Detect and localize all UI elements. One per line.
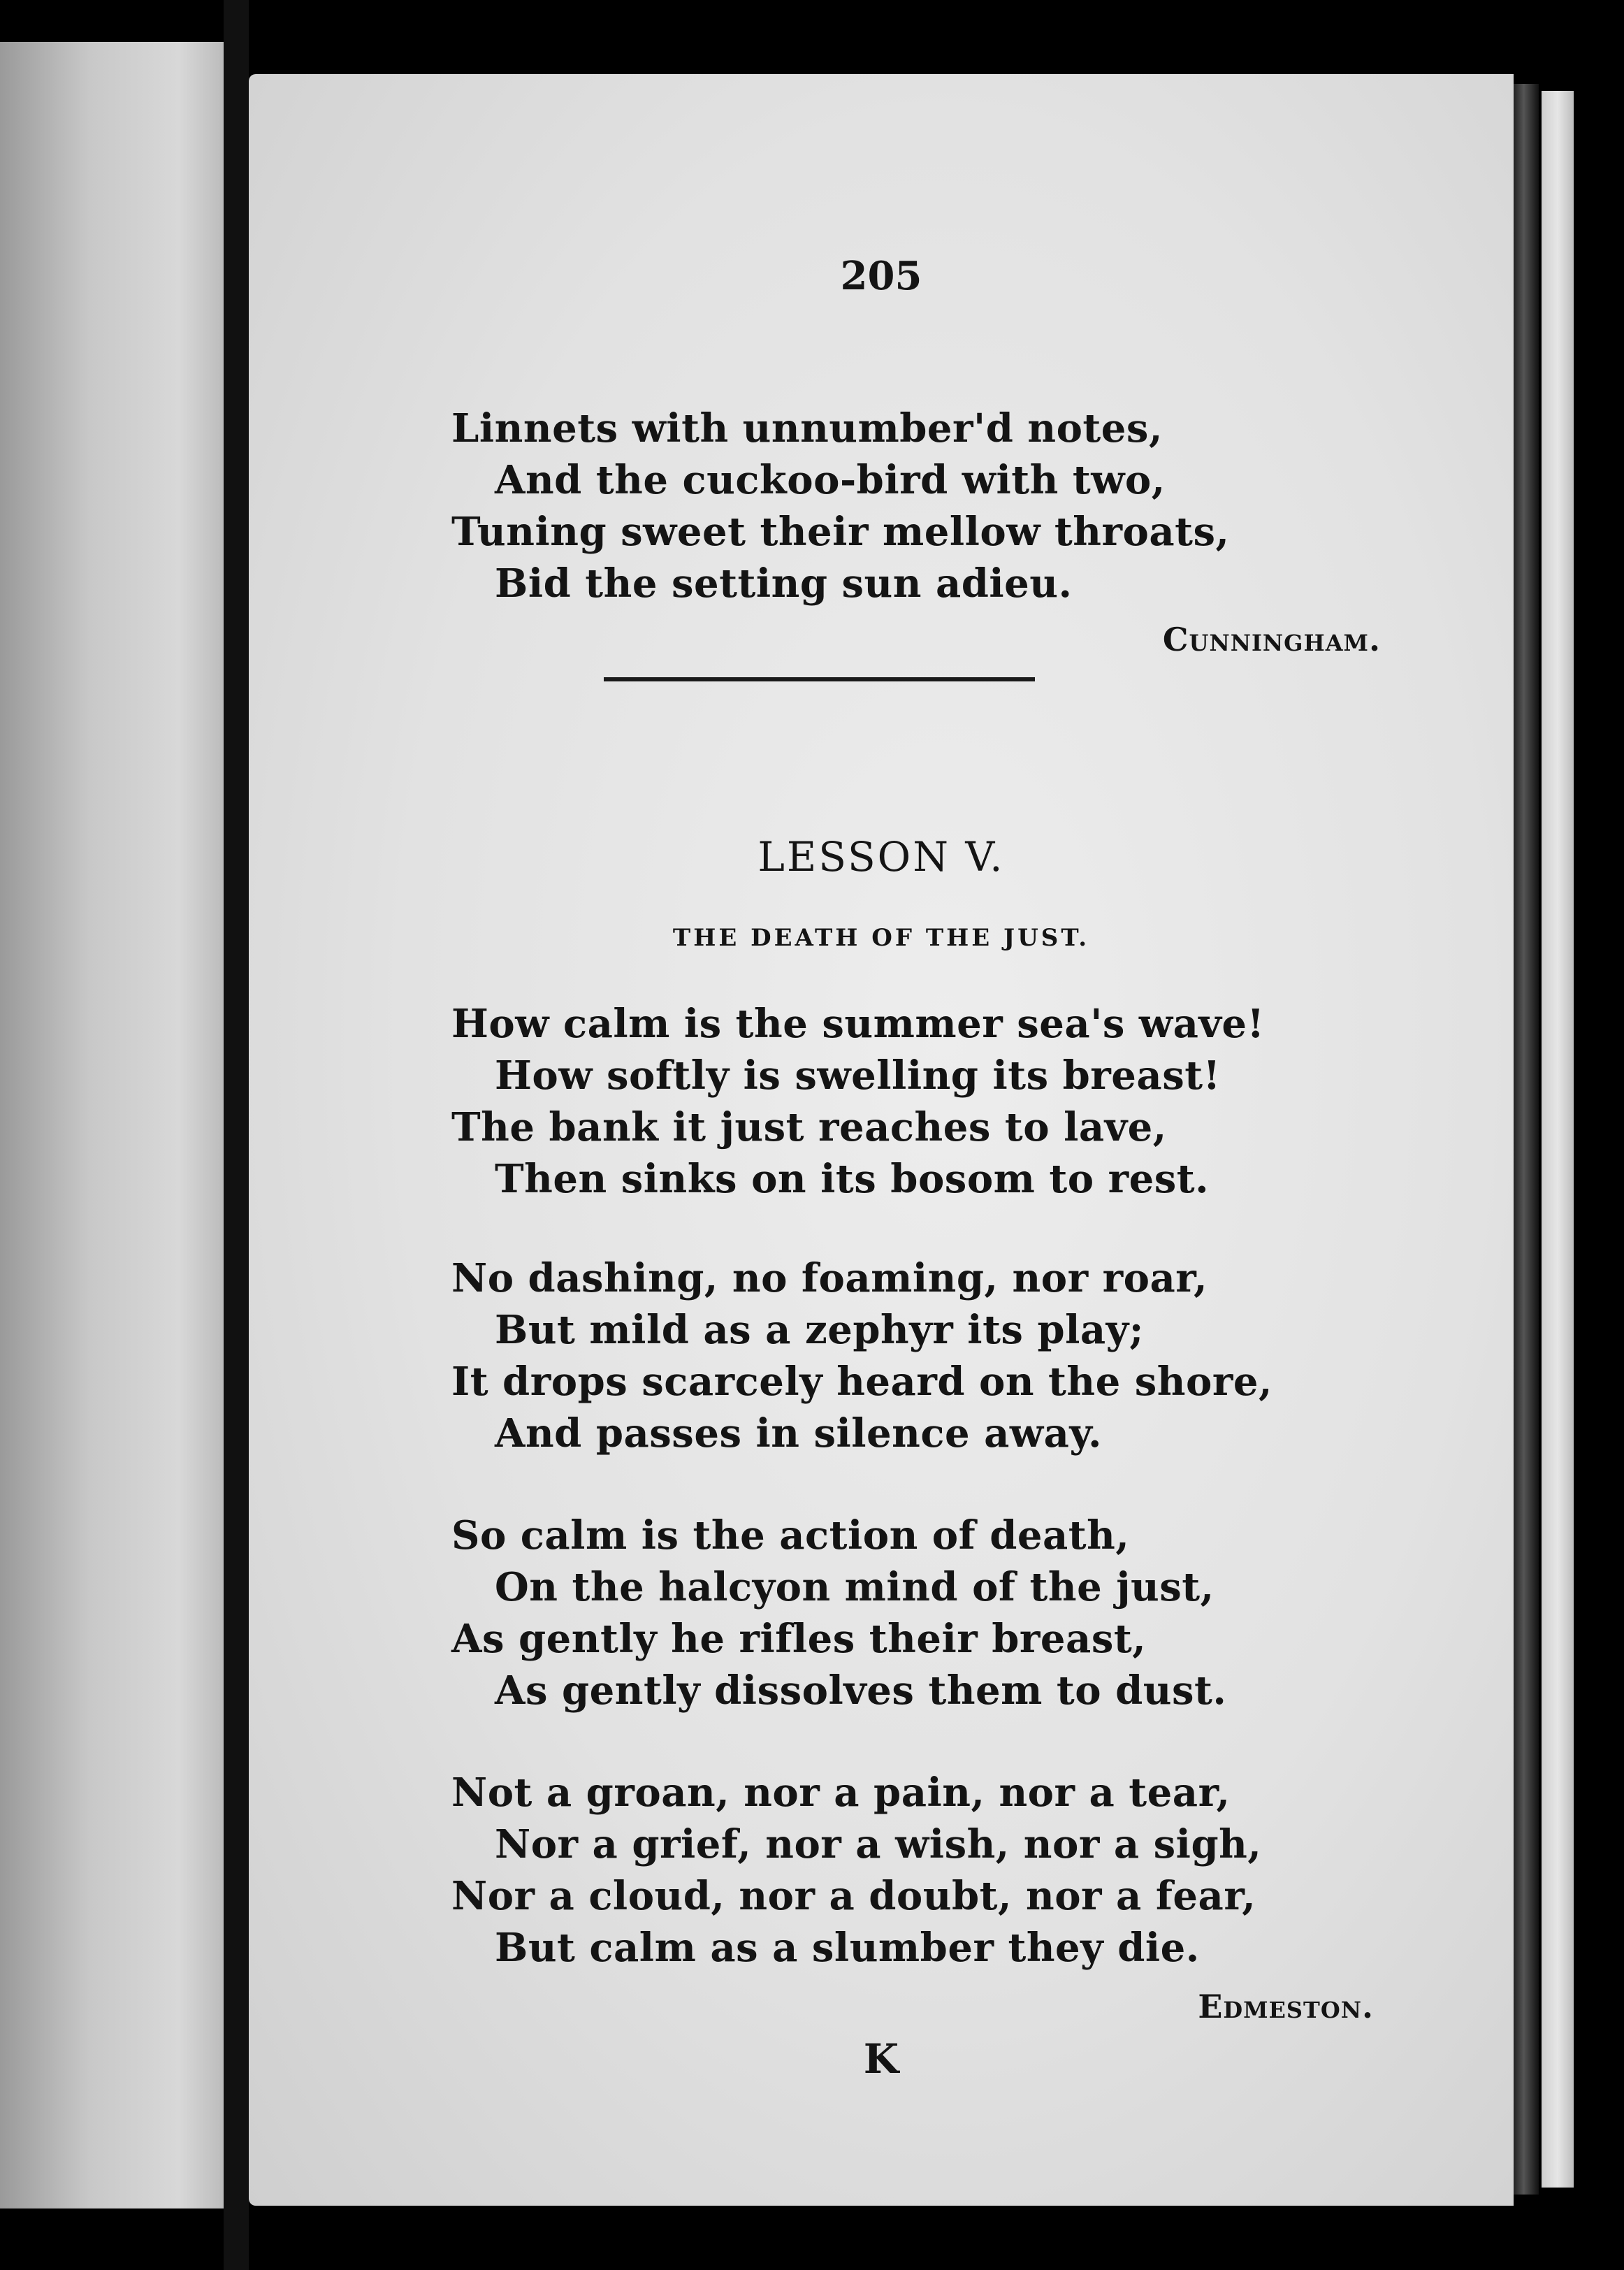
- poem-line: It drops scarcely heard on the shore,: [451, 1359, 1273, 1405]
- poem-line: But mild as a zephyr its play;: [495, 1307, 1144, 1353]
- lesson-stanza-2: [451, 1252, 1273, 1459]
- poem-line: The bank it just reaches to lave,: [451, 1104, 1167, 1150]
- lesson-stanza-3: [451, 1510, 1226, 1716]
- poem-line: How calm is the summer sea's wave!: [451, 1001, 1265, 1047]
- poem-line: Linnets with unnumber'd notes,: [451, 405, 1163, 451]
- lesson-stanza-1: [451, 998, 1265, 1205]
- catchword: K: [863, 2035, 899, 2083]
- book-gutter: [224, 0, 249, 2270]
- poem-line: And the cuckoo-bird with two,: [495, 457, 1166, 503]
- next-page-edge: [1542, 91, 1574, 2188]
- poem-line: Nor a cloud, nor a doubt, nor a fear,: [451, 1873, 1256, 1919]
- poem-line: Nor a grief, nor a wish, nor a sigh,: [495, 1821, 1262, 1867]
- poem-line: As gently he rifles their breast,: [451, 1616, 1147, 1662]
- lesson-stanza-4: [451, 1767, 1261, 1974]
- poem-line: So calm is the action of death,: [451, 1512, 1130, 1559]
- lesson-title: LESSON V.: [757, 833, 1005, 881]
- facing-page-edge: [0, 42, 224, 2208]
- lesson-author: Edmeston.: [1198, 1988, 1374, 2025]
- poem-line: As gently dissolves them to dust.: [495, 1668, 1227, 1714]
- poem-line: Then sinks on its bosom to rest.: [495, 1156, 1210, 1202]
- poem-line: Bid the setting sun adieu.: [495, 561, 1073, 607]
- lesson-subtitle: THE DEATH OF THE JUST.: [672, 924, 1090, 952]
- poem-line: Tuning sweet their mellow throats,: [451, 509, 1230, 555]
- poem1-author: Cunningham.: [1162, 621, 1381, 658]
- poem-line: No dashing, no foaming, nor roar,: [451, 1255, 1208, 1301]
- page-number: 205: [840, 253, 922, 299]
- book-page: [249, 74, 1514, 2206]
- poem-line: And passes in silence away.: [495, 1410, 1102, 1456]
- poem-line: Not a groan, nor a pain, nor a tear,: [451, 1770, 1231, 1816]
- poem-line: How softly is swelling its breast!: [495, 1053, 1221, 1099]
- poem1-stanza: [451, 403, 1230, 609]
- poem-line: But calm as a slumber they die.: [495, 1925, 1200, 1971]
- page-content: [249, 74, 1514, 2206]
- page-edge-shadow: [1514, 84, 1539, 2195]
- section-divider: [604, 677, 1035, 681]
- poem-line: On the halcyon mind of the just,: [495, 1564, 1215, 1610]
